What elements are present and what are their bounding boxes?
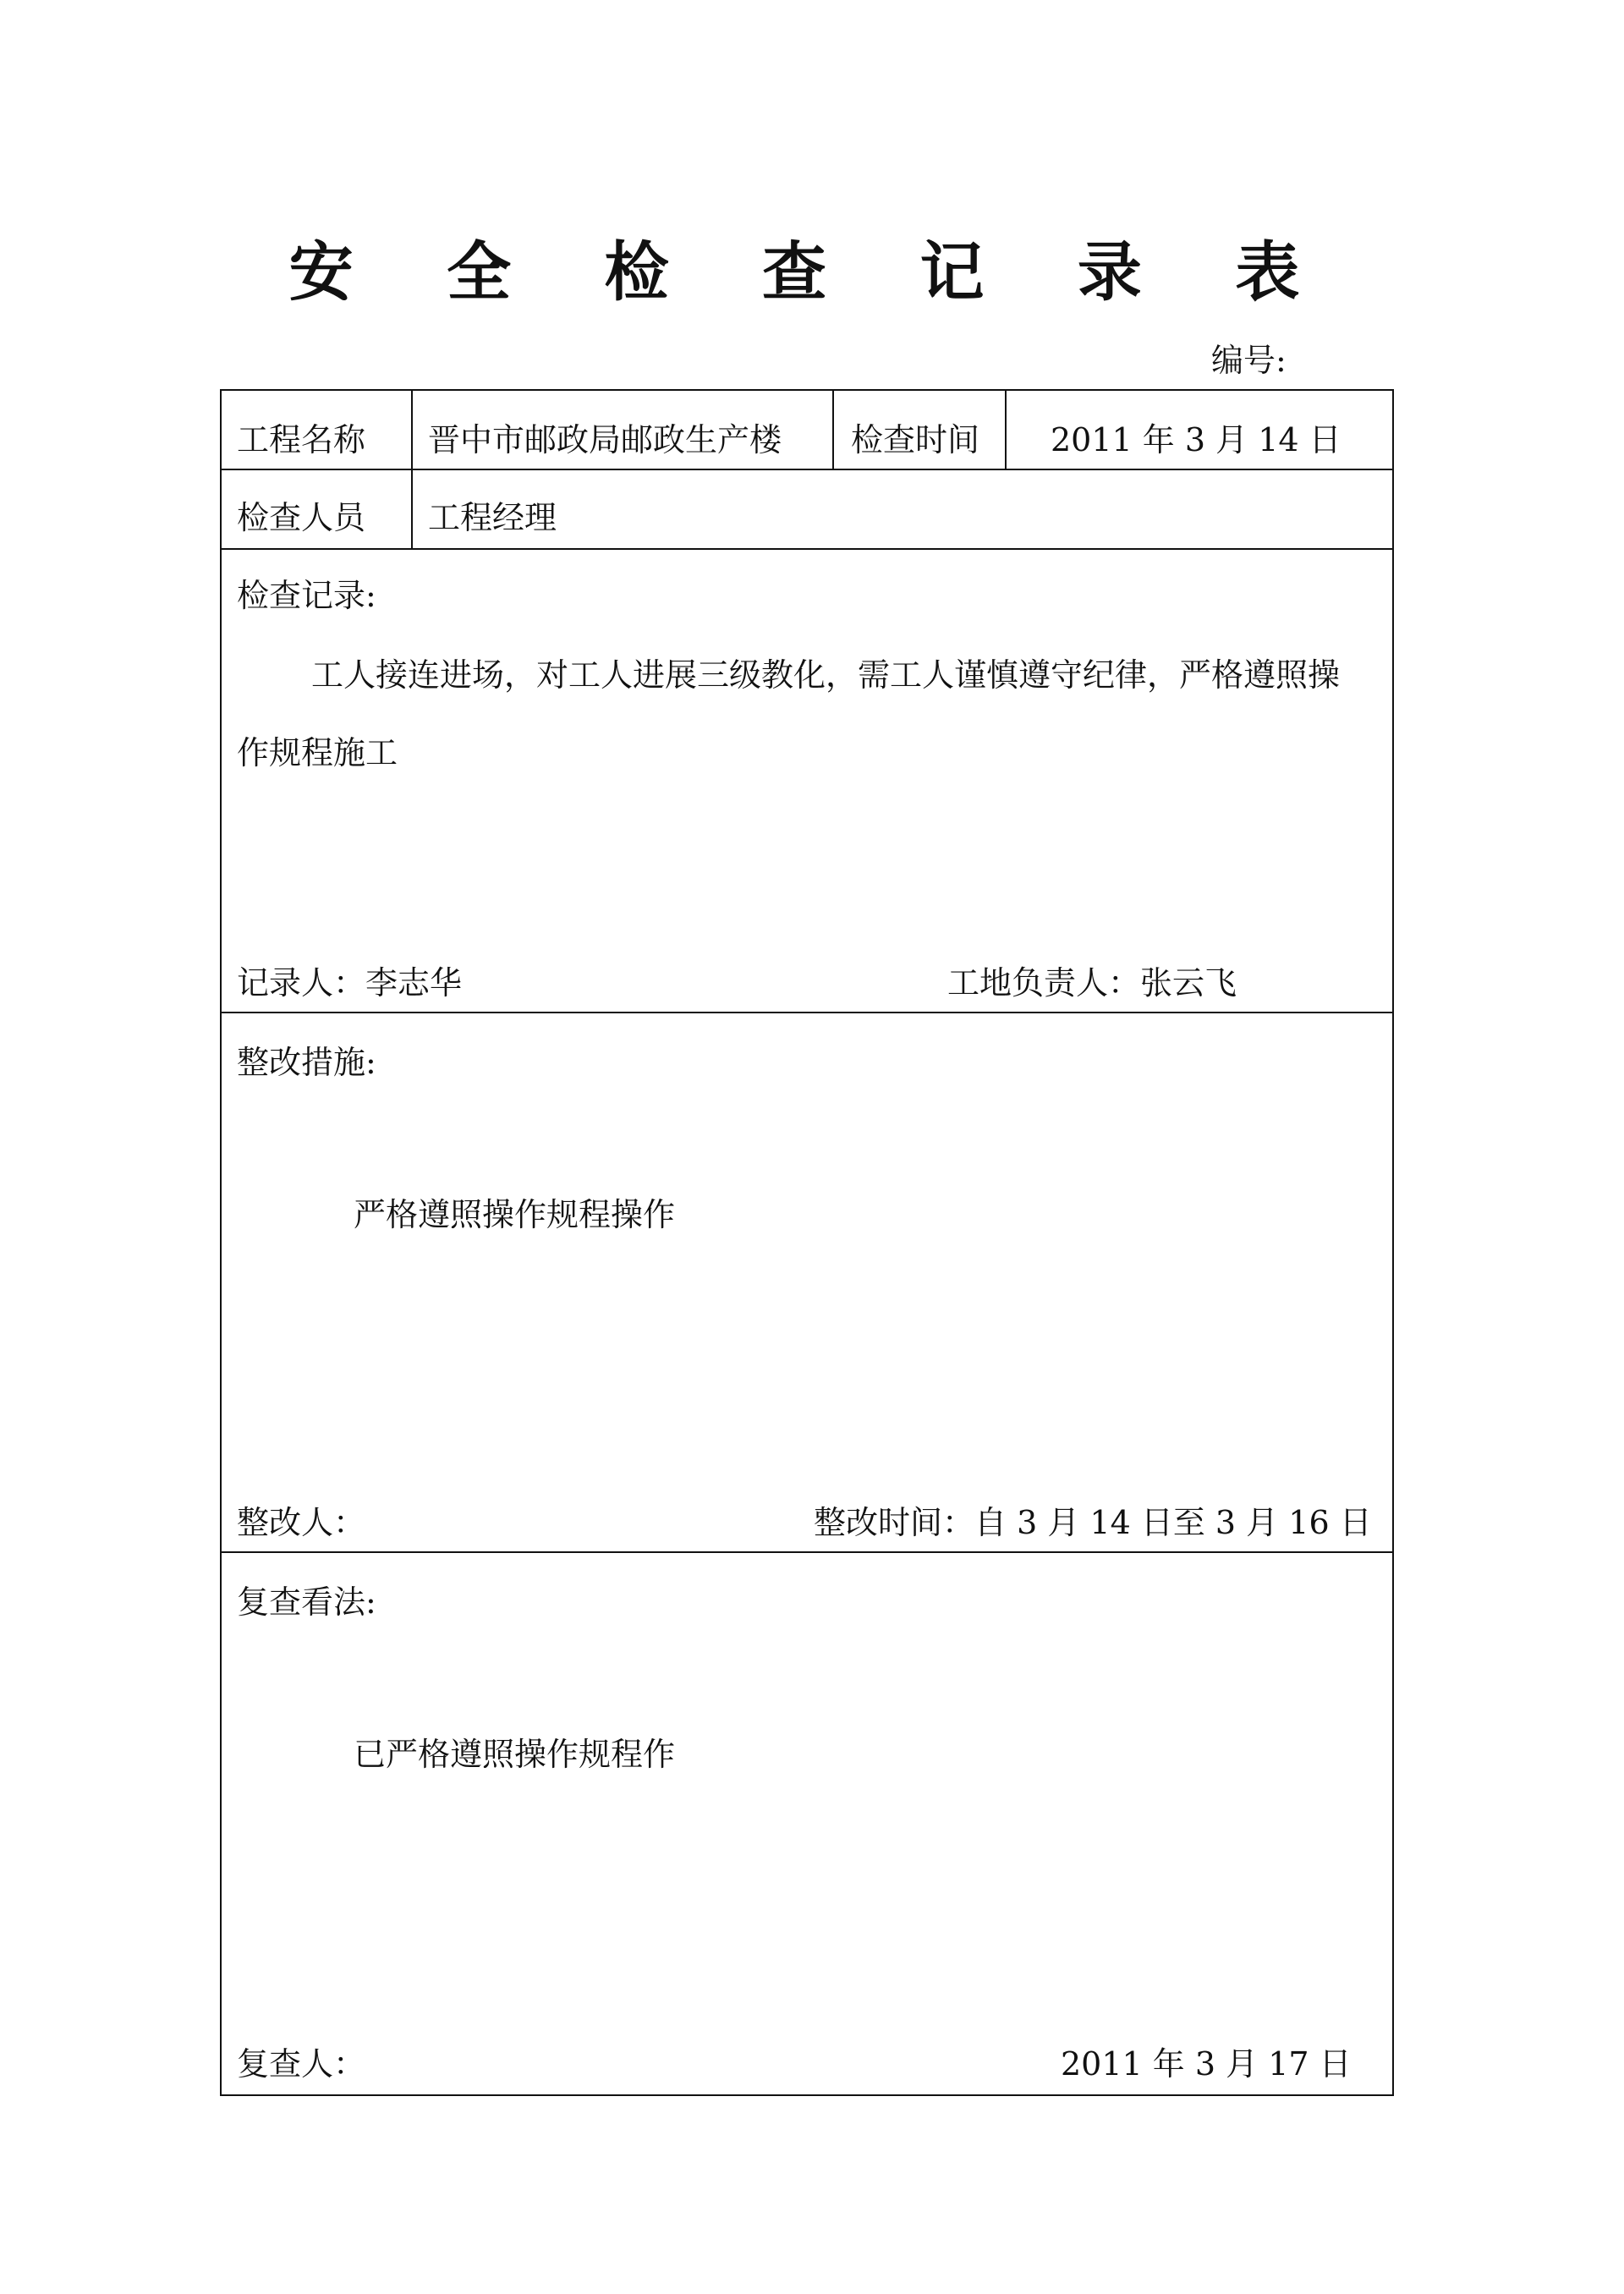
- column-divider: [411, 391, 413, 469]
- column-divider: [1005, 391, 1007, 469]
- document-title: 安 全 检 查 记 录 表: [288, 234, 1336, 310]
- project-name-value: 晋中市邮政局邮政生产楼: [428, 421, 782, 458]
- rectification-label: 整改措施:: [237, 1044, 376, 1081]
- review-label: 复查看法:: [237, 1583, 376, 1621]
- inspector-label: 检查人员: [237, 499, 366, 536]
- document-number-label: 编号:: [1211, 342, 1287, 379]
- row-divider: [222, 548, 1392, 550]
- recorder: 记录人：李志华: [237, 964, 463, 1002]
- row-divider: [222, 1551, 1392, 1553]
- rectification-period: 整改时间：自 3 月 14 日至 3 月 16 日: [814, 1504, 1372, 1541]
- inspection-time-value: 2011 年 3 月 14 日: [1051, 421, 1341, 458]
- column-divider: [832, 391, 834, 469]
- review-person: 复查人：: [237, 2045, 366, 2083]
- record-label: 检查记录:: [237, 577, 376, 614]
- review-date: 2011 年 3 月 17 日: [1061, 2045, 1352, 2083]
- record-content: 工人接连进场，对工人进展三级教化，需工人谨慎遵守纪律，严格遵照操作规程施工: [237, 656, 1341, 771]
- row-divider: [222, 1012, 1392, 1013]
- rectification-person: 整改人：: [237, 1504, 366, 1541]
- inspector-value: 工程经理: [428, 499, 557, 536]
- inspection-form: [220, 389, 1394, 2096]
- review-content: 已严格遵照操作规程作: [354, 1736, 676, 1773]
- column-divider: [411, 469, 413, 548]
- site-manager: 工地负责人：张云飞: [947, 964, 1237, 1002]
- inspection-time-label: 检查时间: [851, 421, 980, 458]
- row-divider: [222, 469, 1392, 470]
- project-name-label: 工程名称: [237, 421, 366, 458]
- rectification-content: 严格遵照操作规程操作: [354, 1196, 676, 1233]
